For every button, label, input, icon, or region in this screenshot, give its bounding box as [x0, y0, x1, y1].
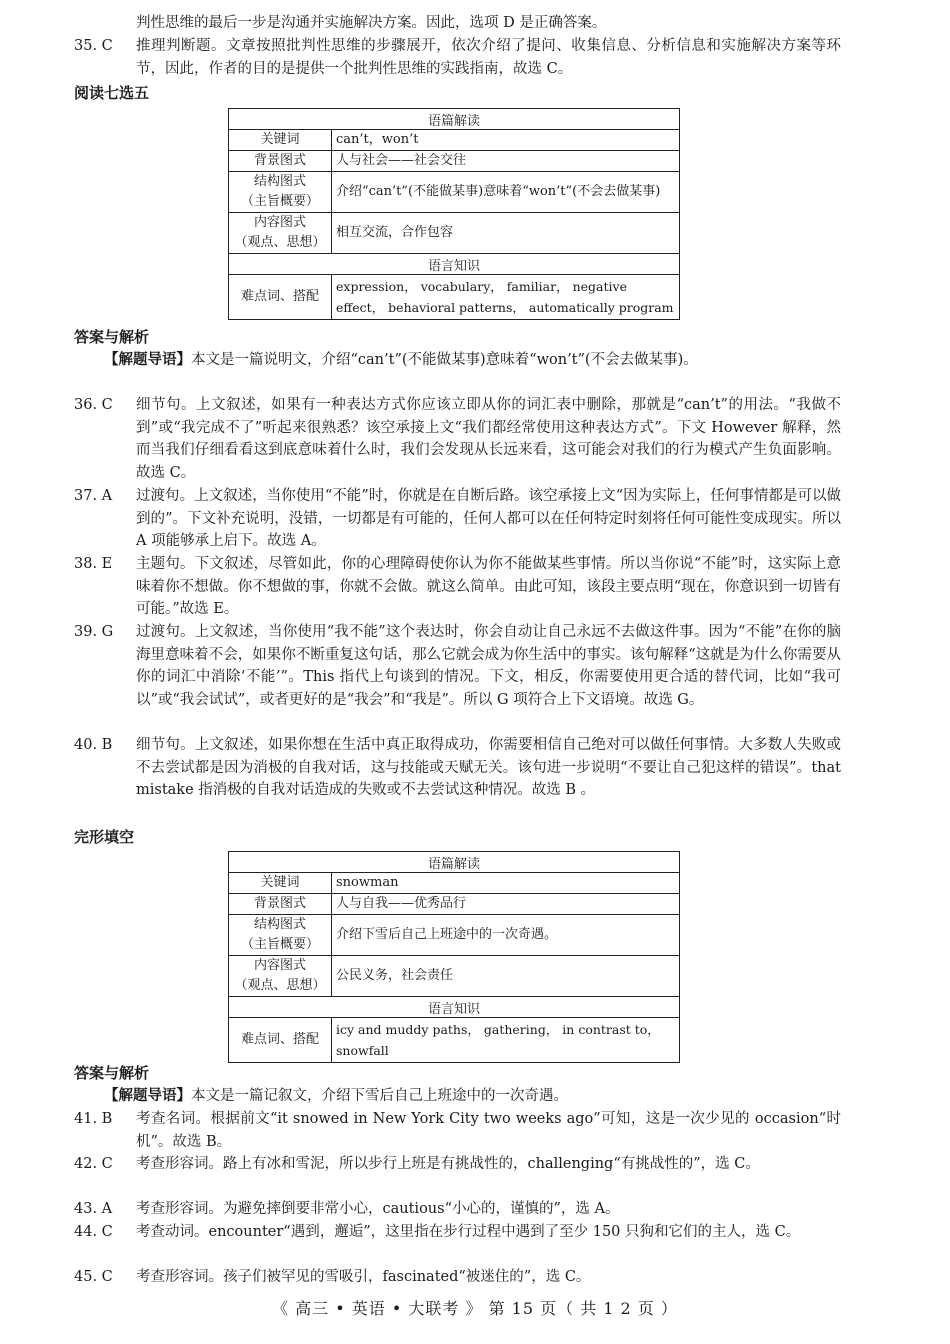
table-key: 难点词、搭配 — [229, 1018, 332, 1063]
answer-number-37: 37. A — [74, 488, 113, 504]
table-header-language-knowledge: 语言知识 — [229, 997, 680, 1018]
table-key: 内容图式 （观点、思想） — [229, 213, 332, 254]
answer-number-40: 40. B — [74, 737, 113, 753]
table-header-text-analysis: 语篇解读 — [229, 109, 680, 130]
text-analysis-table-2 — [228, 851, 680, 1063]
answer-text-45: 考查形容词。孩子们被罕见的雪吸引，fascinated“被迷住的”，选 C。 — [136, 1269, 591, 1285]
table-key: 背景图式 — [229, 894, 332, 915]
table-value: 公民义务，社会责任 — [332, 956, 680, 997]
table-value: 相互交流，合作包容 — [332, 213, 680, 254]
table-key: 难点词、搭配 — [229, 275, 332, 320]
text-analysis-table-1 — [228, 108, 680, 320]
answer-text-35: 推理判断题。文章按照批判性思维的步骤展开，依次介绍了提问、收集信息、分析信息和实施解决方案等环节，因此，作者的目的是提供一个批判性思维的实践指南，故选 C。 — [136, 38, 841, 77]
table-key: 关键词 — [229, 130, 332, 151]
intro-paragraph-1: 【解题导语】本文是一篇说明文，介绍“can’t”(不能做某事)意味着“won’t”(不会去做某事)。 — [104, 352, 698, 368]
table-key: 内容图式 （观点、思想） — [229, 956, 332, 997]
q34-continuation: 判性思维的最后一步是沟通并实施解决方案。因此，选项 D 是正确答案。 — [136, 15, 607, 31]
answer-number-38: 38. E — [74, 556, 113, 572]
answer-text-39: 过渡句。上文叙述，当你使用“我不能”这个表达时，你会自动让自己永远不去做这件事。因为“不能”在你的脑海里意味着不会，如果你不断重复这句话，那么它就会成为你生活中的事实。该句解释“这就是为什么你需要从你的词汇中消除‘不能’”。This 指代上句谈到的情况。下文，相反，你需要使用更合适的替代词，比如“我可以”或“我会试试”，或者更好的是“我会”和“我是”。所以 G 项符合上下文语境。故选 G。 — [136, 624, 841, 708]
answer-number-43: 43. A — [74, 1201, 113, 1217]
answers-heading-1: 答案与解析 — [74, 328, 150, 346]
answer-text-40: 细节句。上文叙述，如果你想在生活中真正取得成功，你需要相信自己绝对可以做任何事情。大多数人失败或不去尝试都是因为消极的自我对话，这与技能或天赋无关。该句进一步说明“不要让自己犯这样的错误”。that mistake 指消极的自我对话造成的失败或不去尝试这种情况。故选 B 。 — [136, 737, 841, 799]
answer-number-44: 44. C — [74, 1224, 113, 1240]
answer-number-41: 41. B — [74, 1111, 113, 1127]
intro-paragraph-2: 【解题导语】本文是一篇记叙文，介绍下雪后自己上班途中的一次奇遇。 — [104, 1088, 568, 1104]
answer-text-37: 过渡句。上文叙述，当你使用“不能”时，你就是在自断后路。该空承接上文“因为实际上，任何事情都是可以做到的”。下文补充说明，没错，一切都是有可能的，任何人都可以在任何特定时刻将任何可能性变成现实。所以 A 项能够承上启下。故选 A。 — [136, 488, 841, 550]
section-heading-seven-choose-five: 阅读七选五 — [74, 84, 150, 102]
table-header-language-knowledge: 语言知识 — [229, 254, 680, 275]
answer-number-45: 45. C — [74, 1269, 113, 1285]
table-value: icy and muddy paths， gathering， in contrast to， snowfall — [332, 1018, 680, 1063]
table-value: can’t，won’t — [332, 130, 680, 151]
table-key: 关键词 — [229, 873, 332, 894]
table-value: expression， vocabulary， familiar， negative effect， behavioral patterns， automatically program — [332, 275, 680, 320]
answer-text-41: 考查名词。根据前文“it snowed in New York City two weeks ago”可知，这是一次少见的 occasion“时机”。故选 B。 — [136, 1111, 841, 1150]
table-value: 介绍“can’t”(不能做某事)意味着“won’t”(不会去做某事) — [332, 172, 680, 213]
answers-heading-2: 答案与解析 — [74, 1064, 150, 1082]
answer-text-36: 细节句。上文叙述，如果有一种表达方式你应该立即从你的词汇表中删除，那就是“can’t”的用法。“我做不到”或“我完成不了”听起来很熟悉？该空承接上文“我们都经常使用这种表达方式”。下文 However 解释，然而当我们仔细看看这到底意味着什么时，我们会发现从长远来看，这可能会对我们的行为模式产生负面影响。故选 C。 — [136, 397, 841, 481]
page-footer: 《 高三 • 英语 • 大联考 》 第 15 页（ 共 1 2 页 ） — [272, 1299, 678, 1318]
table-value: 介绍下雪后自己上班途中的一次奇遇。 — [332, 915, 680, 956]
answer-number-36: 36. C — [74, 397, 113, 413]
table-key: 结构图式 （主旨概要） — [229, 172, 332, 213]
answer-number-42: 42. C — [74, 1156, 113, 1172]
answer-number-39: 39. G — [74, 624, 114, 640]
table-key: 结构图式 （主旨概要） — [229, 915, 332, 956]
answer-text-38: 主题句。下文叙述，尽管如此，你的心理障碍使你认为你不能做某些事情。所以当你说“不能”时，这实际上意味着你不想做。你不想做的事，你就不会做。就这么简单。由此可知，该段主要点明“现在，你意识到一切皆有可能。”故选 E。 — [136, 556, 841, 618]
table-value: 人与社会——社会交往 — [332, 151, 680, 172]
section-heading-cloze: 完形填空 — [74, 828, 135, 846]
table-value: 人与自我——优秀品行 — [332, 894, 680, 915]
answer-text-43: 考查形容词。为避免摔倒要非常小心，cautious“小心的，谨慎的”，选 A。 — [136, 1201, 620, 1217]
table-value: snowman — [332, 873, 680, 894]
answer-text-44: 考查动词。encounter“遇到，邂逅”，这里指在步行过程中遇到了至少 150 只狗和它们的主人，选 C。 — [136, 1224, 801, 1240]
table-header-text-analysis: 语篇解读 — [229, 852, 680, 873]
answer-text-42: 考查形容词。路上有冰和雪泥，所以步行上班是有挑战性的，challenging“有挑战性的”，选 C。 — [136, 1156, 760, 1172]
answer-number-35: 35. C — [74, 38, 113, 54]
table-key: 背景图式 — [229, 151, 332, 172]
